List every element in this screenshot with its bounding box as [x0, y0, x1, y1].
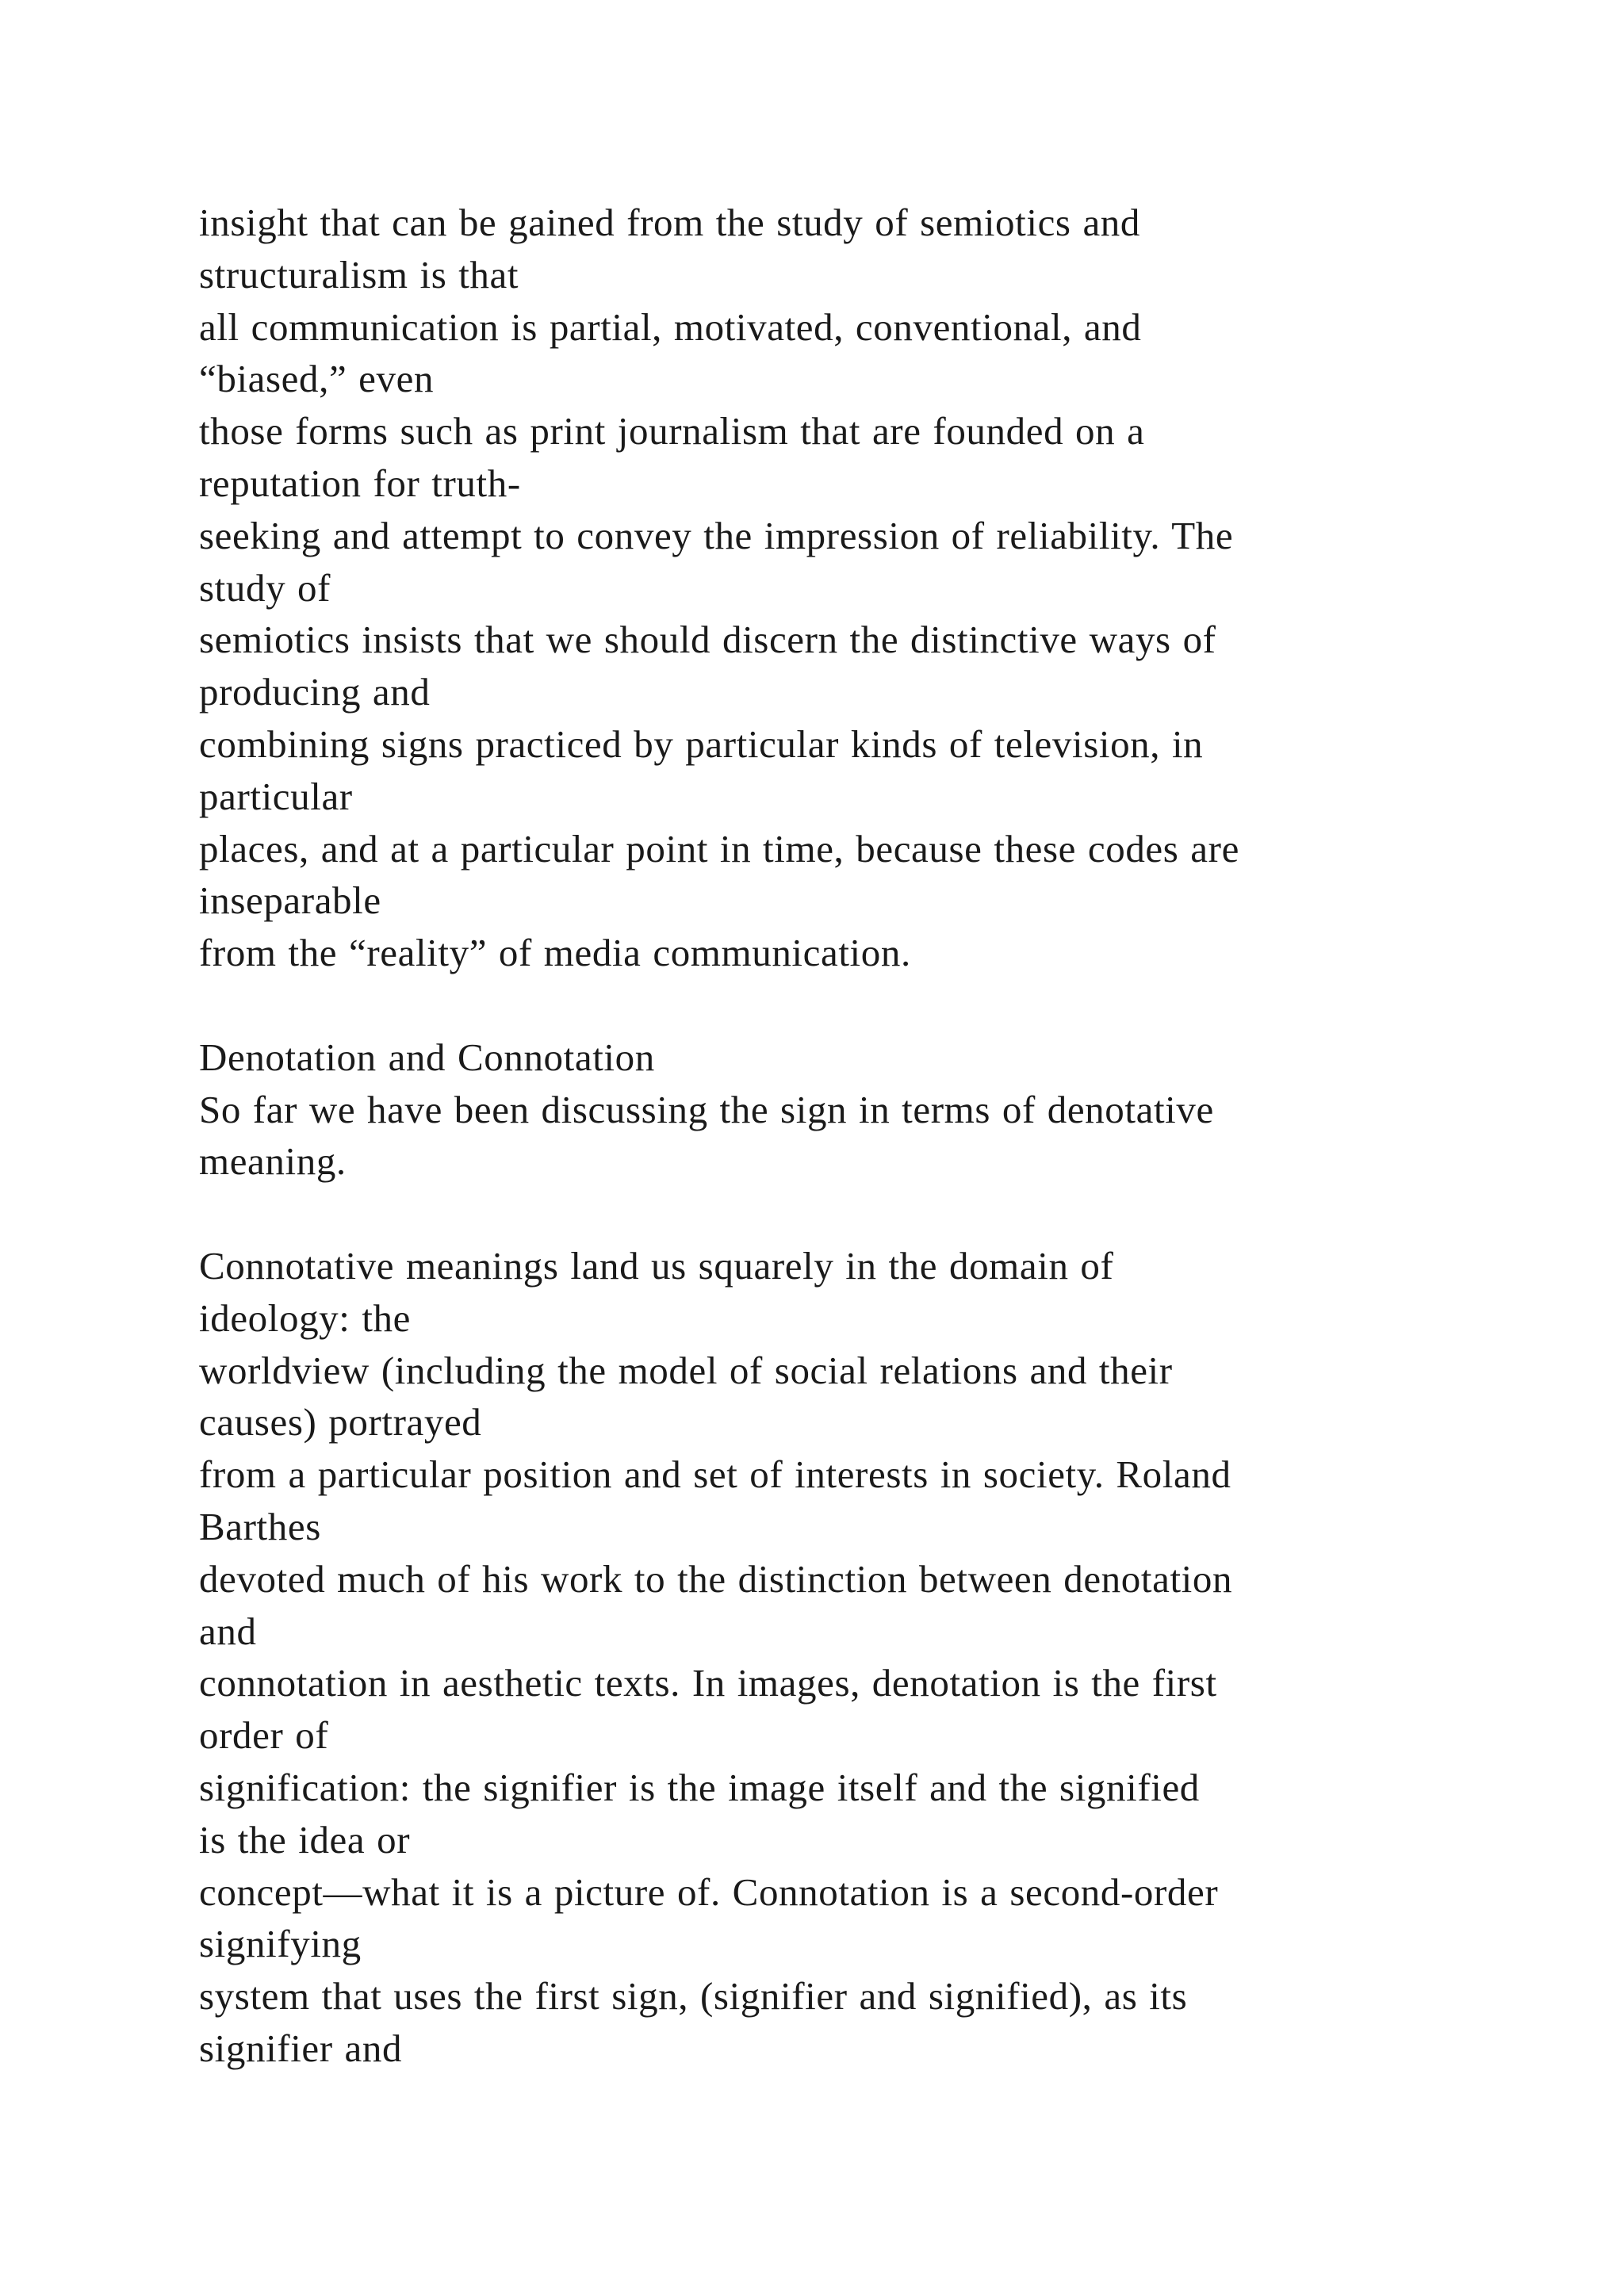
text-line: worldview (including the model of social relations and their: [199, 1348, 1173, 1392]
text-line: places, and at a particular point in time, because these codes are: [199, 826, 1239, 871]
section-heading: Denotation and Connotation: [199, 1035, 655, 1079]
text-line: combining signs practiced by particular kinds of television, in: [199, 721, 1204, 766]
text-line: those forms such as print journalism that are founded on a: [199, 409, 1145, 453]
text-line: seeking and attempt to convey the impression of reliability. The: [199, 513, 1234, 557]
text-line: devoted much of his work to the distinction between denotation: [199, 1556, 1233, 1601]
document-body: [199, 197, 1547, 2075]
text-line: Connotative meanings land us squarely in the domain of: [199, 1243, 1114, 1288]
text-line: order of: [199, 1713, 329, 1758]
paragraph-break: [199, 1188, 1547, 1240]
text-line: Barthes: [199, 1504, 321, 1548]
paragraph-break: [199, 979, 1547, 1031]
text-line: “biased,” even: [199, 357, 435, 401]
text-line: system that uses the first sign, (signifier and signified), as its: [199, 1974, 1188, 2019]
text-line: signifier and: [199, 2026, 403, 2070]
text-line: ideology: the: [199, 1295, 412, 1340]
text-line: concept—what it is a picture of. Connotation is a second-order: [199, 1869, 1219, 1914]
text-line: connotation in aesthetic texts. In images, denotation is the first: [199, 1661, 1217, 1705]
text-line: reputation for truth-: [199, 461, 521, 505]
text-line: from the “reality” of media communication.: [199, 931, 911, 975]
text-line: study of: [199, 565, 331, 610]
text-line: insight that can be gained from the study of semiotics and: [199, 201, 1140, 244]
text-line: So far we have been discussing the sign in terms of denotative: [199, 1087, 1214, 1131]
text-line: semiotics insists that we should discern the distinctive ways of: [199, 618, 1216, 662]
text-line: signification: the signifier is the image itself and the signified: [199, 1765, 1200, 1809]
text-line: structuralism is that: [199, 252, 519, 297]
text-line: is the idea or: [199, 1817, 411, 1862]
text-line: signifying: [199, 1922, 362, 1966]
text-line: all communication is partial, motivated, conventional, and: [199, 304, 1142, 349]
text-line: inseparable: [199, 878, 381, 923]
text-line: from a particular position and set of interests in society. Roland: [199, 1452, 1231, 1497]
text-line: causes) portrayed: [199, 1400, 482, 1445]
text-line: meaning.: [199, 1139, 347, 1184]
text-line: and: [199, 1609, 257, 1653]
text-line: particular: [199, 774, 353, 818]
text-line: producing and: [199, 670, 431, 714]
